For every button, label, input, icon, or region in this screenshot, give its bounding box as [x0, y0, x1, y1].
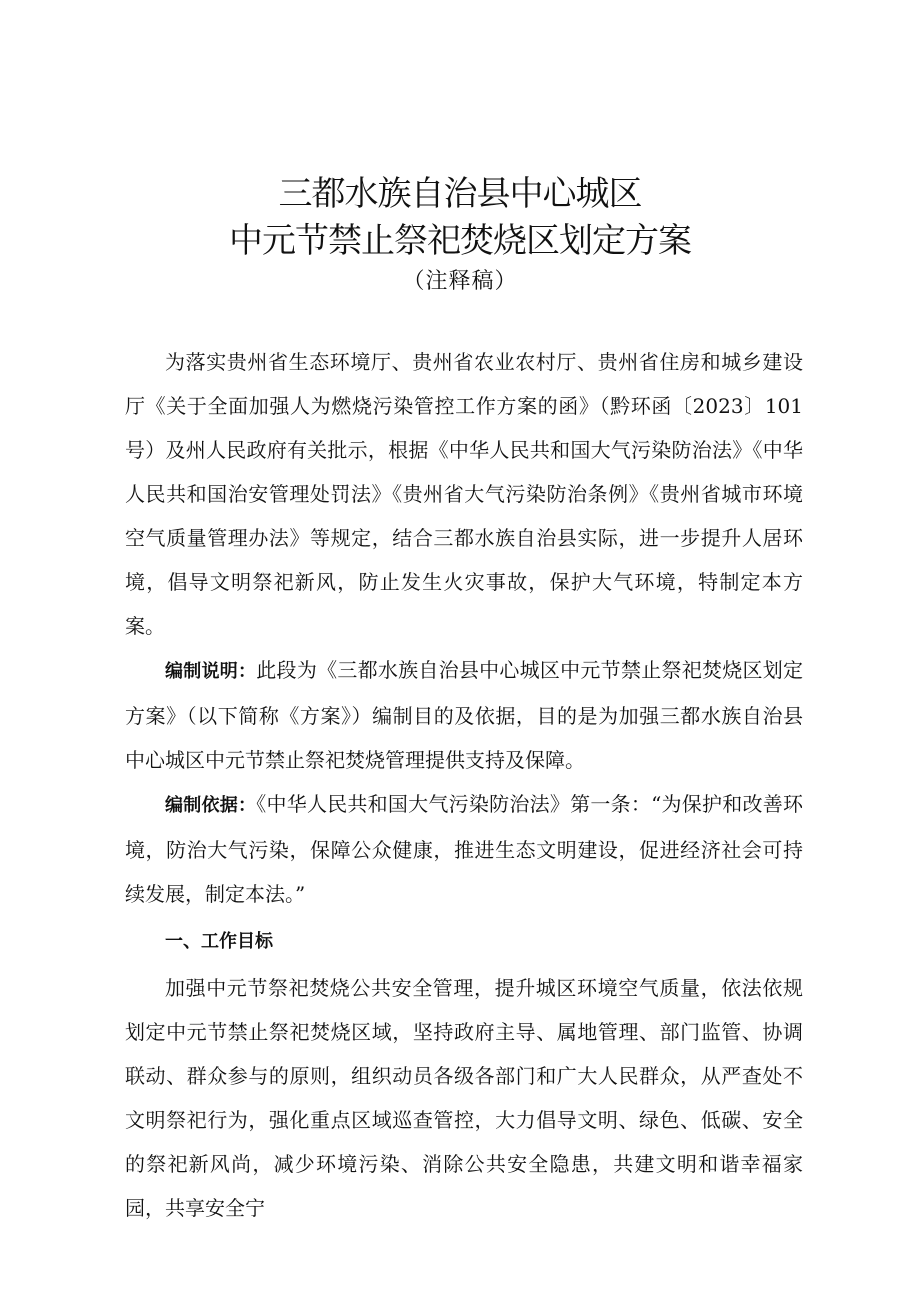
document-body: [125, 340, 803, 1230]
compilation-basis-text: 《中华人民共和国大气污染防治法》第一条：“为保护和改善环境，防治大气污染，保障公众健康，推进生态文明建设，促进经济社会可持续发展，制定本法。”: [125, 792, 803, 906]
section-heading-goals: 一、工作目标: [165, 931, 273, 952]
compilation-note-paragraph: [125, 648, 803, 782]
compilation-note-label: 编制说明：: [165, 661, 257, 682]
compilation-basis-label: 编制依据：: [165, 795, 257, 816]
document-title-line1: 三都水族自治县中心城区: [278, 174, 642, 214]
compilation-note-text: 此段为《三都水族自治县中心城区中元节禁止祭祀焚烧区划定方案》（以下简称《方案》）编制目的及依据，目的是为加强三都水族自治县中心城区中元节禁止祭祀焚烧管理提供支持及保障。: [125, 658, 804, 772]
document-subtitle: （注释稿）: [402, 269, 518, 294]
compilation-basis-paragraph: [125, 782, 803, 916]
goals-paragraph: 加强中元节祭祀焚烧公共安全管理，提升城区环境空气质量，依法依规划定中元节禁止祭祀焚烧区域，坚持政府主导、属地管理、部门监管、协调联动、群众参与的原则，组织动员各级各部门和广大人民群众，从严查处不文明祭祀行为，强化重点区域巡查管控，大力倡导文明、绿色、低碳、安全的祭祀新风尚，减少环境污染、消除公共安全隐患，共建文明和谐幸福家园，共享安全宁: [125, 976, 803, 1220]
intro-paragraph: 为落实贵州省生态环境厅、贵州省农业农村厅、贵州省住房和城乡建设厅《关于全面加强人为燃烧污染管控工作方案的函》（黔环函〔2023〕101号）及州人民政府有关批示，根据《中华人民共和国大气污染防治法》《中华人民共和国治安管理处罚法》《贵州省大气污染防治条例》《贵州省城市环境空气质量管理办法》等规定，结合三都水族自治县实际，进一步提升人居环境，倡导文明祭祀新风，防止发生火灾事故，保护大气环境，特制定本方案。: [125, 350, 803, 638]
document-title-line2: 中元节禁止祭祀焚烧区划定方案: [229, 221, 691, 261]
